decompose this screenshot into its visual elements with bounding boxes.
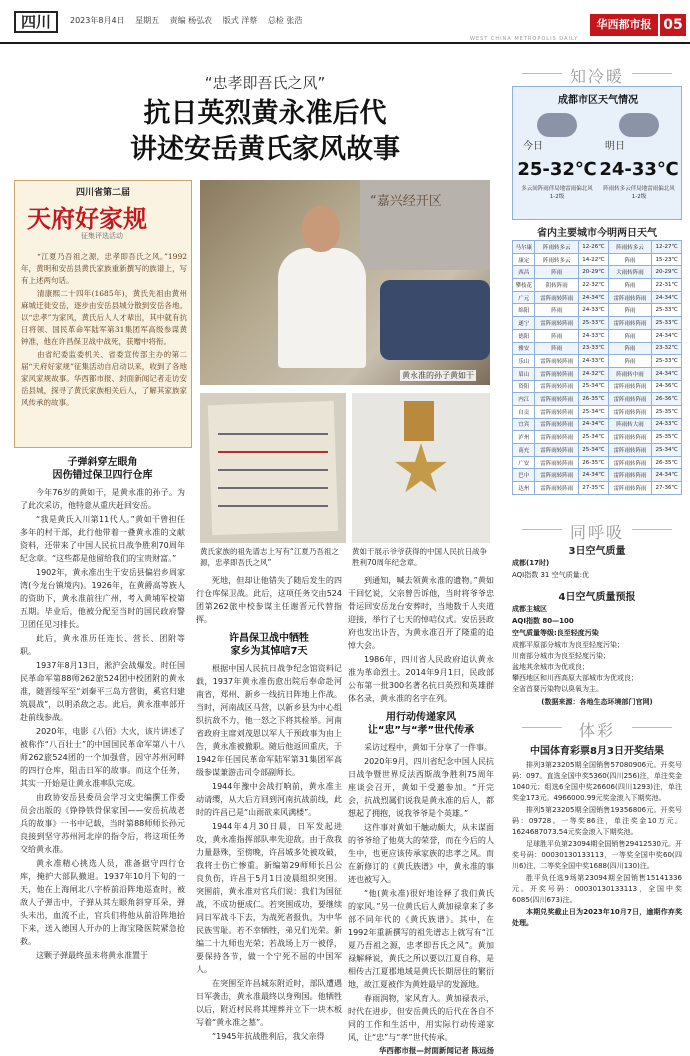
body-paragraph: 2020年，电影《八佰》大火，该片讲述了被称作“八百壮士”的中国国民革命军第八十八师262旅524团的一个加强营，因守苏州河畔的四行仓库，阻击日军的故事。而这个任务，其实一开始是让黄永准率队完成。 — [20, 727, 185, 788]
city-weather-cell: 南充 — [513, 444, 535, 457]
city-weather-cell: 24-36℃ — [652, 380, 682, 393]
city-weather-row — [513, 266, 682, 279]
city-weather-cell: 25-34℃ — [579, 431, 609, 444]
body-paragraph: 1944年4月30日晨，日军发起进攻，黄永准指挥部队率先迎敌。由于敌我力量悬殊，至傍晚，许昌城多处被攻破，我将士伤亡惨重。新编第29师师长吕公良负伤，许昌于5月1日凌晨组织突围。突围前，黄永准对官兵们说：我们为国征战，不成功便成仁。若突围成功，要继续同日军战斗下去，为战死者报仇，为中华民族雪耻。若不幸牺牲，弟兄们光荣。新编二十九师也光荣；若战场上万一被俘，要保持各节，做一个宁死不屈的中国军人。 — [196, 822, 342, 974]
city-weather-cell: 阵雨 — [535, 329, 579, 342]
body-paragraph: 由政协安岳县委员会学习文史编撰工作委员会出版的《铮铮铁骨保家国——安岳抗战老兵的故事》一书中记载，当时第88师师长孙元良接到坚守苏州河北岸的指令后，将这项任务交给黄永准。 — [20, 793, 185, 854]
section-label: 四川 — [14, 11, 58, 33]
weather-today-temp: 25-32℃ — [517, 159, 597, 180]
photo-sofa — [380, 280, 490, 360]
city-weather-cell: 26-35℃ — [579, 393, 609, 406]
city-weather-table — [512, 240, 682, 495]
city-weather-cell: 25-34℃ — [579, 380, 609, 393]
intro-paragraph: 清康熙二十四年(1685年)，黄氏先祖由黄州麻城迁徙安岳，逐步由安岳县城分散到安岳各地。以“忠孝”为家风，黄氏后人人才辈出，其中就有抗日将领、国民革命军陆军第31集团军高级参谋黄钟准，他在许昌保卫战中战死，获赠中将衔。 — [21, 289, 187, 346]
city-weather-cell: 24-33℃ — [579, 329, 609, 342]
city-weather-cell: 资阳 — [513, 380, 535, 393]
subhead-1a: 子弹斜穿左眼角 — [67, 457, 138, 468]
photo-person — [270, 200, 370, 385]
city-weather-cell: 25-34℃ — [579, 405, 609, 418]
forecast-level: 空气质量等级:良至轻度污染 — [512, 629, 599, 637]
weather-tomorrow-desc: 阵雨转多云伴局地雷雨偏北风1-2级 — [603, 186, 675, 200]
article-column-2 — [196, 574, 342, 1044]
city-weather-cell: 25-33℃ — [652, 355, 682, 368]
city-weather-cell: 雷阵雨转阵雨 — [535, 380, 579, 393]
city-weather-cell: 阵雨 — [608, 342, 652, 355]
city-weather-cell: 12-27℃ — [652, 241, 682, 254]
city-weather-cell: 雷阵雨转阵雨 — [608, 469, 652, 482]
weather-today-desc: 多云间阵雨伴局地雷雨偏北风1-2级 — [521, 186, 593, 200]
photo3-caption: 黄如干展示爷爷获得的中国人民抗日战争胜利70周年纪念章。 — [352, 547, 487, 567]
weather-today-label: 今日 — [523, 141, 543, 152]
weather-title: 成都市区天气情况 — [558, 95, 638, 106]
photo-wall-sign: “嘉兴经开区 — [370, 194, 442, 209]
city-weather-cell: 雅安 — [513, 342, 535, 355]
city-weather-cell: 雷阵雨转阵雨 — [535, 418, 579, 431]
city-weather-cell: 12-26℃ — [579, 241, 609, 254]
city-weather-cell: 大雨转阵雨 — [608, 266, 652, 279]
city-weather-cell: 达州 — [513, 482, 535, 495]
lottery-paragraph: 排列5第23205期全国销售19356806元。开奖号码：09728。一等奖86注，单注奖金10万元。1624687073.54元奖金滚入下期奖池。 — [512, 806, 682, 836]
city-weather-cell: 雷阵雨转阵雨 — [608, 380, 652, 393]
sidebar — [512, 64, 682, 1039]
city-weather-cell: 雷阵雨转阵雨 — [535, 355, 579, 368]
city-weather-cell: 雷阵雨转阵雨 — [535, 405, 579, 418]
city-weather-cell: 攀枝花 — [513, 279, 535, 292]
city-weather-cell: 25-34℃ — [579, 444, 609, 457]
city-weather-cell: 雷阵雨转阵雨 — [535, 482, 579, 495]
city-weather-cell: 24-34℃ — [652, 291, 682, 304]
city-weather-row — [513, 291, 682, 304]
city-weather-cell: 22-31℃ — [652, 279, 682, 292]
city-weather-cell: 雷阵雨转阵雨 — [535, 393, 579, 406]
body-paragraph: 1902年，黄永准出生于安岳县偏岩乡周家湾(今龙台镇境内)。1926年，在黄爵高等族人的资助下，黄永准前往广州，考入黄埔军校第五期。毕业后，他被分配至当时的国民政府警卫团任见习排长。 — [20, 568, 185, 629]
weather-tomorrow-temp: 24-33℃ — [599, 159, 679, 180]
city-weather-cell: 24-34℃ — [579, 469, 609, 482]
designer-credit: 版式 洋蔡 — [222, 16, 258, 25]
city-weather-cell: 阵雨转大雨 — [608, 418, 652, 431]
rain-cloud-icon — [619, 113, 659, 137]
header-watermark: WEST CHINA METROPOLIS DAILY — [470, 36, 579, 42]
photo-genealogy — [200, 393, 346, 543]
city-weather-cell: 23-33℃ — [579, 342, 609, 355]
lottery-results — [512, 760, 682, 930]
medal-ribbon — [404, 401, 434, 441]
forecast-area: 成都主城区 — [512, 605, 547, 613]
air-forecast-title: 4日空气质量预报 — [558, 592, 636, 603]
city-weather-row — [513, 418, 682, 431]
city-weather-row — [513, 304, 682, 317]
city-weather-cell: 泸州 — [513, 431, 535, 444]
city-weather-cell: 康定 — [513, 253, 535, 266]
lottery-paragraph: 足球胜平负第23094期全国销售29412530元。开奖号码：00030130133113，一等奖全国中奖60(四川6)注，二等奖全国中奖1688(四川130)注。 — [512, 840, 682, 870]
body-paragraph: 1937年8月13日，淞沪会战爆发。时任国民革命军第88师262旅524团中校团附的黄永准，随晋绥军至“刘秦平三岛方营街，奚官归建筑晨战”，以明杀敌之志。此后，黄永准率部开赴前线参战。 — [20, 661, 185, 722]
city-weather-row — [513, 329, 682, 342]
city-weather-cell: 23-32℃ — [652, 342, 682, 355]
city-weather-cell: 阵雨转中雨 — [608, 367, 652, 380]
city-weather-row — [513, 469, 682, 482]
city-weather-cell: 内江 — [513, 393, 535, 406]
editor-credit: 责编 杨弘农 — [169, 16, 213, 25]
city-weather-cell: 雷阵雨转阵雨 — [608, 317, 652, 330]
body-paragraph: 这颗子弹最终虽未将黄永准置于 — [36, 951, 148, 960]
issue-date: 2023年8月4日 — [70, 16, 125, 25]
city-weather-cell: 广安 — [513, 456, 535, 469]
city-weather-cell: 26-35℃ — [652, 456, 682, 469]
city-weather-cell: 遂宁 — [513, 317, 535, 330]
city-weather-cell: 24-34℃ — [652, 367, 682, 380]
city-weather-cell: 阵雨 — [535, 304, 579, 317]
forecast-aqi: AQI指数 80—100 — [512, 617, 574, 625]
city-weather-cell: 阵雨 — [535, 342, 579, 355]
city-weather-cell: 乐山 — [513, 355, 535, 368]
city-weather-cell: 25-33℃ — [652, 304, 682, 317]
campaign-intro-box — [14, 180, 192, 448]
city-weather-cell: 雷阵雨转阵雨 — [535, 431, 579, 444]
city-weather-cell: 眉山 — [513, 367, 535, 380]
city-weather-cell: 巴中 — [513, 469, 535, 482]
body-paragraph: 2020年9月，四川省纪念中国人民抗日战争暨世界反法西斯战争胜利75周年座谈会召开，黄如干受邀参加。“开完会，抗战烈属们说我是黄永准的后人，都想起了拥抱，说我爷爷是个英雄。” — [348, 757, 494, 818]
city-weather-row — [513, 431, 682, 444]
city-weather-cell: 25-35℃ — [652, 405, 682, 418]
lottery-paragraph: 排列3第23205期全国销售57080906元。开奖号码：097。直选全国中奖5360(四川256)注，单注奖金1040元；组选6全国中奖26606(四川1293)注，单注奖金173元。4966000.99元奖金滚入下期奖池。 — [512, 761, 682, 802]
city-weather-row — [513, 241, 682, 254]
subhead-2a: 许昌保卫战中牺牲 — [229, 633, 309, 644]
body-paragraph: 根据中国人民抗日战争纪念馆资料记载，1937年黄永准伤愈出院后奉命赴河南省，郑州、新乡一线抗日阵地上作战。当时，河南战区马营，以新乡县为中心组织抗敌不力，他一怒之下将其检举。河南省政府主席刘茂恩以军人干预政事为由上告，黄永准被撤职。随后他返回重庆，于1942年任国民革命军陆军第31集团军高级参谋兼游击司令部副师长。 — [196, 664, 342, 777]
city-weather-cell: 雷阵雨转阵雨 — [608, 393, 652, 406]
forecast-line: 攀西地区和川西高原大部城市为优或良； — [512, 674, 638, 682]
forecast-line: 盆地其余城市为优或良； — [512, 663, 589, 671]
article-kicker: “忠孝即吾氏之风” — [204, 74, 326, 92]
city-weather-cell: 阵雨 — [608, 279, 652, 292]
page-header — [0, 0, 690, 44]
city-weather-cell: 阵雨 — [608, 355, 652, 368]
city-weather-cell: 宜宾 — [513, 418, 535, 431]
city-weather-cell: 阵雨转多云 — [608, 241, 652, 254]
city-weather-cell: 雷阵雨转阵雨 — [608, 456, 652, 469]
weather-tomorrow-label: 明日 — [605, 141, 625, 152]
city-weather-cell: 24-32℃ — [579, 367, 609, 380]
body-paragraph: 采访过程中，黄如干分享了一件事。 — [364, 743, 492, 752]
article-title-line2: 讲述安岳黄氏家风故事 — [130, 134, 400, 165]
lottery-title: 中国体育彩票8月3日开奖结果 — [530, 746, 664, 757]
city-weather-cell: 雷阵雨转阵雨 — [535, 456, 579, 469]
city-weather-row — [513, 405, 682, 418]
city-weather-cell: 阴转阵雨 — [535, 279, 579, 292]
rain-cloud-icon — [537, 113, 577, 137]
air-aqi: AQI指数 31 空气质量:优 — [512, 571, 589, 579]
body-paragraph: “1945年抗战胜利后，我父亲得 — [212, 1032, 325, 1041]
city-weather-cell: 24-33℃ — [579, 304, 609, 317]
campaign-edition: 四川省第二届 — [75, 188, 130, 198]
lottery-section-head: 体彩 — [512, 718, 682, 741]
city-weather-row — [513, 279, 682, 292]
city-weather-cell: 绵阳 — [513, 304, 535, 317]
weather-today — [517, 107, 597, 217]
photo2-caption: 黄氏家族的祖先谱志上写有“江夏乃吾祖之源，忠孝即吾氏之风” — [200, 547, 339, 567]
article-column-3 — [348, 574, 494, 1056]
city-weather-cell: 14-22℃ — [579, 253, 609, 266]
intro-paragraph: 由省纪委监委机关、省委宣传部主办的第二届“天府好家规”征集活动自启动以来，收到了各地家风家规故事。华西都市报、封面新闻记者走访安岳县城，探寻了黄氏家族相关后人，了解其家族家风传承的故事。 — [21, 350, 187, 407]
city-weather-cell: 雷阵雨转阵雨 — [608, 431, 652, 444]
body-paragraph: “他(黄永准)很好地诠释了我们黄氏的家风。”另一位黄氏后人黄加禄拿来了多部不同年代的《黄氏族谱》。其中，在1992年重新撰写的祖先谱志上就写有“江夏乃吾祖之源，忠孝即吾氏之风”。黄加禄解释说，黄氏之所以要以江夏自称，是相传古江夏郡地域是黄氏长期居住的繁衍地，故江夏被作为黄姓最早的发源地。 — [348, 889, 494, 989]
city-weather-cell: 雷阵雨转阵雨 — [535, 469, 579, 482]
city-weather-cell: 25-34℃ — [652, 444, 682, 457]
city-weather-cell: 阵雨 — [608, 304, 652, 317]
city-weather-row — [513, 317, 682, 330]
city-weather-cell: 27-36℃ — [652, 482, 682, 495]
city-weather-cell: 25-33℃ — [579, 317, 609, 330]
city-weather-row — [513, 393, 682, 406]
city-weather-cell: 雷阵雨转阵雨 — [608, 482, 652, 495]
city-weather-cell: 雷阵雨转阵雨 — [535, 444, 579, 457]
city-weather-cell: 阵雨 — [535, 266, 579, 279]
body-paragraph: 到通知，喊去领黄永准的遗物。”黄如干回忆说，父亲曾告诉他，当时将爷爷忠骨运回安岳龙台安葬时，当地数千人夹道迎接，举行了七天的悼唁仪式。安岳县政府也发出讣告，为黄永准召开了隆重的追悼大会。 — [348, 576, 494, 650]
medal-star-icon — [394, 443, 448, 497]
header-meta — [70, 15, 310, 26]
intro-paragraph: “江夏乃吾祖之源，忠孝即吾氏之风。”1992年，黄明和安岳县黄氏家族重新撰写的族谱上，写有上述两句话。 — [21, 252, 187, 285]
weather-section-head: 知冷暖 — [512, 64, 682, 87]
city-weather-cell: 广元 — [513, 291, 535, 304]
campaign-tag: 征集评选活动 — [81, 232, 123, 240]
city-weather-cell: 阵雨转多云 — [535, 241, 579, 254]
newspaper-logo: 华西都市报 — [590, 14, 658, 36]
city-weather-cell: 15-23℃ — [652, 253, 682, 266]
city-weather-cell: 24-33℃ — [652, 418, 682, 431]
city-weather-row — [513, 482, 682, 495]
city-weather-cell: 雷阵雨转阵雨 — [608, 444, 652, 457]
city-weather-cell: 马尔康 — [513, 241, 535, 254]
article-column-1 — [20, 456, 185, 963]
city-weather-cell: 20-29℃ — [652, 266, 682, 279]
body-paragraph: 1944年豫中会战打响前，黄永准主动请缨，从大后方回到河南抗战前线，此时的许昌已是“山雨欲来风满楼”。 — [196, 782, 342, 817]
air-section-head: 同呼吸 — [512, 520, 682, 543]
forecast-line: 川南部分城市为良至轻度污染； — [512, 652, 610, 660]
city-weather-cell: 雷阵雨转阵雨 — [608, 405, 652, 418]
city-weather-cell: 24-34℃ — [652, 329, 682, 342]
city-weather-cell: 26-36℃ — [652, 393, 682, 406]
city-weather-row — [513, 456, 682, 469]
body-paragraph: 在突围至许昌城东附近时，部队遭遇日军袭击，黄永准最终以身殉国。他牺牲以后，附近村民将其埋葬并立下一块木板写着“黄永准之墓”。 — [196, 979, 342, 1027]
city-weather-row — [513, 444, 682, 457]
city-weather-cell: 雷阵雨转阵雨 — [535, 367, 579, 380]
city-weather-cell: 自贡 — [513, 405, 535, 418]
body-paragraph: 1986年，四川省人民政府追认黄永准为革命烈士。2014年9月1日，民政部公布第一批300名著名抗日英烈和英雄群体名录，黄永准的名字在列。 — [348, 655, 494, 703]
photo1-caption: 黄永准的孙子黄如干 — [402, 371, 474, 380]
city-weather-cell: 雷阵雨转阵雨 — [608, 291, 652, 304]
page-number: 05 — [660, 14, 686, 36]
city-weather-cell: 26-35℃ — [579, 456, 609, 469]
lottery-paragraph: 本期兑奖截止日为2023年10月7日，逾期作弃奖处理。 — [512, 908, 682, 927]
body-paragraph: 春雨润物，家风育人。黄加禄表示，时代在进步，但安岳黄氏的后代在各自不同的工作和生活中，用实际行动传递家风，让“忠”与“孝”世代传承。 — [348, 994, 494, 1042]
issue-weekday: 星期五 — [135, 16, 160, 25]
body-paragraph: 此后，黄永准历任连长、营长、团附等职。 — [20, 634, 185, 656]
subhead-1b: 因伤错过保卫四行仓库 — [52, 470, 153, 481]
proofreader-credit: 总检 张浩 — [267, 16, 303, 25]
city-weather-cell: 24-34℃ — [652, 469, 682, 482]
forecast-source: (数据来源：各地生态环境部门官网) — [541, 698, 653, 706]
campaign-brand: 天府好家规 — [27, 204, 147, 233]
city-weather-row — [513, 380, 682, 393]
photo-medal — [352, 393, 490, 543]
subhead-3a: 用行动传递家风 — [386, 712, 456, 723]
article-title-line1: 抗日英烈黄永准后代 — [143, 98, 387, 129]
forecast-line: 全省首要污染物以臭氧为主。 — [512, 685, 603, 693]
article-byline: 华西都市报—封面新闻记者 陈远扬 — [378, 1046, 494, 1055]
body-paragraph: 黄永准精心挑选人员，准备据守四行仓库，掩护大部队撤退。1937年10月下旬的一天，他在上海闸北八字桥前沿阵地巡查时，被敌人子弹击中，子弹从其左眼角斜穿耳朵，弹头未出，血流不止，官兵们将他从前沿阵地抬下来，送入德国人开办的上海宝隆医院紧急抢救。 — [20, 859, 185, 946]
city-weather-title: 省内主要城市今明两日天气 — [537, 228, 657, 239]
city-weather-cell: 24-34℃ — [579, 291, 609, 304]
weather-box — [512, 86, 682, 220]
city-weather-row — [513, 367, 682, 380]
city-weather-cell: 27-35℃ — [579, 482, 609, 495]
city-weather-cell: 24-33℃ — [579, 355, 609, 368]
city-weather-row — [513, 253, 682, 266]
air-quality-title: 3日空气质量 — [568, 546, 626, 557]
city-weather-cell: 阵雨 — [608, 329, 652, 342]
air-city: 成都(17时) — [512, 559, 550, 567]
city-weather-cell: 阵雨 — [608, 253, 652, 266]
subhead-3b: 让“忠”与“孝”世代传承 — [367, 725, 475, 736]
lottery-paragraph: 胜平负任选9场第23094期全国销售15141336元。开奖号码：00030130133113，全国中奖6085(四川673)注。 — [512, 874, 682, 904]
city-weather-cell: 德阳 — [513, 329, 535, 342]
body-paragraph: 这件事对黄如干触动颇大，从未谋面的爷爷给了他莫大的荣誉，而在今后的人生中，也更应该传承家族的忠孝之风。而在新修订的《黄氏族谱》中，黄永准的事迹也被写入。 — [348, 823, 494, 884]
photo-grandson — [200, 180, 490, 385]
city-weather-row — [513, 355, 682, 368]
body-paragraph: 今年76岁的黄如干，是黄永准的孙子。为了此次采访，他特意从重庆赶回安岳。 — [20, 488, 185, 510]
city-weather-cell: 雷阵雨转阵雨 — [535, 317, 579, 330]
city-weather-cell: 西昌 — [513, 266, 535, 279]
city-weather-cell: 阵雨转多云 — [535, 253, 579, 266]
city-weather-cell: 22-32℃ — [579, 279, 609, 292]
forecast-line: 成都平原部分城市为良至轻度污染； — [512, 641, 624, 649]
city-weather-cell: 24-34℃ — [579, 418, 609, 431]
subhead-2b: 家乡为其悼唁7天 — [230, 646, 308, 657]
city-weather-cell: 25-35℃ — [652, 431, 682, 444]
city-weather-cell: 20-29℃ — [579, 266, 609, 279]
city-weather-row — [513, 342, 682, 355]
city-weather-cell: 25-33℃ — [652, 317, 682, 330]
body-paragraph: 死地，但却让他错失了随后发生的四行仓库保卫战。此后，这项任务交由524团第262旅中校参谋主任谢晋元代替指挥。 — [196, 576, 342, 624]
weather-tomorrow — [599, 107, 679, 217]
body-paragraph: “我是黄氏入川第11代人。”黄如干曾担任多年的村干部，此行他带着一叠黄永准的文献资料，还带来了中国人民抗日战争胜利70周年纪念章。“这些都是他留给我们的宝贵财富。” — [20, 515, 185, 563]
city-weather-cell: 雷阵雨转阵雨 — [535, 291, 579, 304]
